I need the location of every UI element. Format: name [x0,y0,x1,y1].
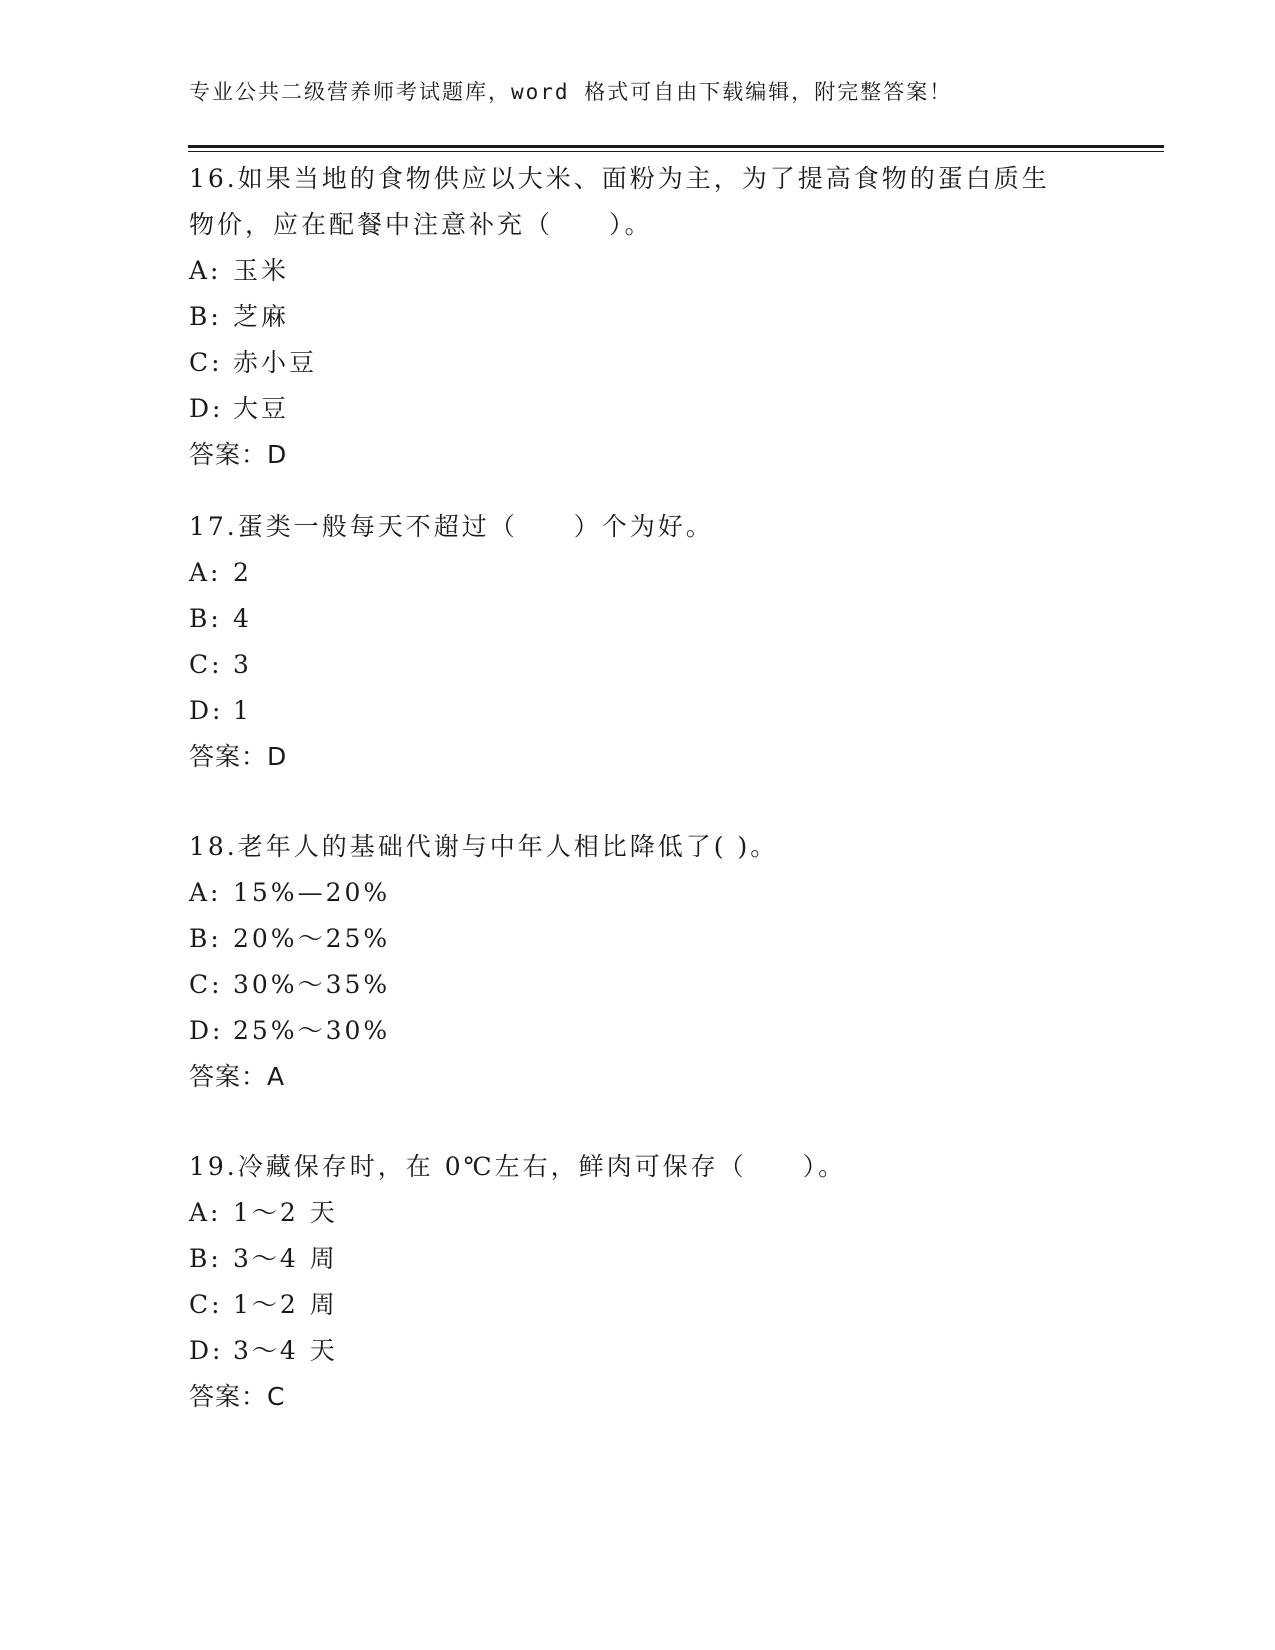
question-19 [189,1144,1089,1420]
option-d [189,688,1089,734]
option-b [189,916,1089,962]
option-a [189,550,1089,596]
option-text: 1～2 周 [233,1290,338,1319]
option-letter: B: [189,1244,222,1273]
question-stem-line: 物价，应在配餐中注意补充（ ）。 [189,210,653,239]
option-text: 赤小豆 [233,348,318,377]
option-letter: D: [189,1016,224,1045]
option-text: 3～4 周 [233,1244,338,1273]
option-text: 25%～30% [233,1016,391,1045]
option-letter: B: [189,604,222,633]
option-letter: C: [189,650,223,679]
option-letter: A: [189,1198,222,1227]
question-stem-line: 18.老年人的基础代谢与中年人相比降低了( )。 [189,832,779,861]
option-a [189,248,1089,294]
option-text: 15%—20% [233,878,391,907]
option-text: 20%～25% [233,924,391,953]
option-letter: D: [189,1336,224,1365]
option-letter: A: [189,878,222,907]
option-text: 1 [233,696,252,725]
option-c [189,1282,1089,1328]
option-letter: C: [189,970,223,999]
option-d [189,1328,1089,1374]
option-a [189,870,1089,916]
question-stem-line: 19.冷藏保存时，在 0℃左右，鲜肉可保存（ ）。 [189,1152,847,1181]
answer-text: 答案：D [189,440,288,469]
question-16 [189,156,1089,478]
header-rule-thick [188,145,1164,148]
option-letter: B: [189,924,222,953]
option-text: 玉米 [233,256,290,285]
option-text: 大豆 [233,394,290,423]
question-17 [189,504,1089,780]
option-text: 30%～35% [233,970,391,999]
page-header: 专业公共二级营养师考试题库，word 格式可自由下载编辑，附完整答案！ [189,80,953,104]
option-d [189,386,1089,432]
option-letter: C: [189,348,223,377]
option-text: 2 [233,558,252,587]
option-d [189,1008,1089,1054]
option-c [189,642,1089,688]
option-letter: D: [189,394,224,423]
option-text: 3 [233,650,252,679]
option-text: 4 [233,604,252,633]
option-letter: D: [189,696,224,725]
answer-text: 答案：D [189,742,288,771]
option-text: 1～2 天 [233,1198,338,1227]
question-stem-line: 16.如果当地的食物供应以大米、面粉为主，为了提高食物的蛋白质生 [189,164,1050,193]
option-c [189,340,1089,386]
option-b [189,1236,1089,1282]
question-18 [189,824,1089,1100]
option-text: 3～4 天 [233,1336,338,1365]
option-letter: A: [189,256,222,285]
option-text: 芝麻 [233,302,290,331]
option-letter: B: [189,302,222,331]
answer-text: 答案：A [189,1062,286,1091]
option-c [189,962,1089,1008]
option-letter: C: [189,1290,223,1319]
option-b [189,294,1089,340]
option-letter: A: [189,558,222,587]
option-a [189,1190,1089,1236]
header-rule-thin [188,151,1164,152]
answer-text: 答案：C [189,1382,286,1411]
question-stem-line: 17.蛋类一般每天不超过（ ）个为好。 [189,512,714,541]
option-b [189,596,1089,642]
